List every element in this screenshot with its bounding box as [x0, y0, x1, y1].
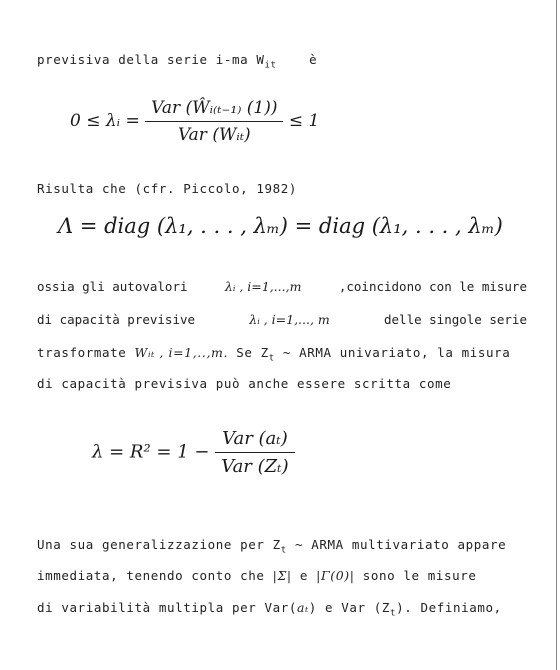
para-2-line-1-a: Una sua generalizzazione per Z [37, 537, 281, 552]
para-1-line-2-handwritten: λᵢ , i=1,..., m [249, 312, 330, 327]
para-2-line-3-a: di variabilità multipla per Var( [37, 600, 298, 615]
para-2-line-3 [37, 600, 502, 619]
para-1-line-1-handwritten: λᵢ , i=1,...,m [224, 279, 302, 294]
line-1-end: è [309, 52, 318, 67]
para-2-line-2-c: sono le misure [362, 568, 477, 583]
equation-1-fraction [145, 98, 283, 145]
equation-1-rhs: ≤ 1 [288, 111, 320, 131]
equation-3-fraction [215, 428, 294, 477]
equation-3-numerator: Var (aₜ) [222, 428, 288, 449]
para-1-line-2-a: di capacità previsive [37, 312, 196, 327]
para-2-line-1 [37, 537, 506, 556]
para-2-line-3-subscript: t [390, 608, 397, 619]
para-1-line-3-b: Se Z [236, 345, 269, 360]
equation-2: Λ = diag (λ₁, . . . , λₘ) = diag (λ₁, . . . , λₘ) [58, 214, 503, 238]
equation-1-denominator: Var (Wᵢₜ) [177, 125, 251, 145]
para-2-line-3-handwritten: aₜ [297, 600, 309, 615]
para-2-line-1-subscript: t [280, 545, 287, 556]
equation-1 [70, 98, 319, 145]
para-1-line-3 [37, 345, 510, 364]
para-1-line-1-b: ,coincidono con le misure [338, 279, 527, 294]
equation-3 [92, 428, 295, 477]
para-2-line-2 [37, 568, 476, 583]
equation-1-numerator: Var (Ŵᵢ₍ₜ₋₁₎ (1)) [151, 98, 278, 118]
para-2-line-2-a: immediata, tenendo conto che [37, 568, 265, 583]
equation-3-denominator: Var (Zₜ) [221, 456, 289, 477]
line-1-subscript: it [264, 60, 277, 71]
para-1-line-4: di capacità previsiva può anche essere scritta come [37, 376, 452, 391]
page-edge [556, 0, 557, 670]
para-1-line-1-a: ossia gli autovalori [37, 279, 188, 294]
para-1-line-1 [37, 279, 527, 294]
para-1-line-3-handwritten: Wᵢₜ , i=1,..,m. [134, 345, 229, 360]
para-1-line-3-subscript: t [268, 353, 275, 364]
para-2-line-2-b: e [299, 568, 309, 583]
line-1-text: previsiva della serie i-ma W [37, 52, 265, 67]
para-2-line-2-handwritten-1: |Σ| [272, 568, 292, 583]
para-1-line-3-c: ~ ARMA univariato, la misura [282, 345, 511, 360]
para-2-line-2-handwritten-2: |Γ(0)| [316, 568, 355, 583]
para-1-line-3-a: trasformate [37, 345, 127, 360]
para-1-line-2 [37, 312, 527, 327]
para-2-line-3-c: ). Definiamo, [396, 600, 502, 615]
para-2-line-3-b: ) e Var (Z [308, 600, 391, 615]
equation-3-lhs: λ = R² = 1 − [92, 441, 210, 463]
equation-1-lhs: 0 ≤ λᵢ = [70, 111, 140, 131]
text-line-1 [37, 52, 317, 71]
para-2-line-1-b: ~ ARMA multivariato appare [294, 537, 507, 552]
para-1-line-2-b: delle singole serie [384, 312, 527, 327]
text-line-2: Risulta che (cfr. Piccolo, 1982) [37, 181, 298, 196]
